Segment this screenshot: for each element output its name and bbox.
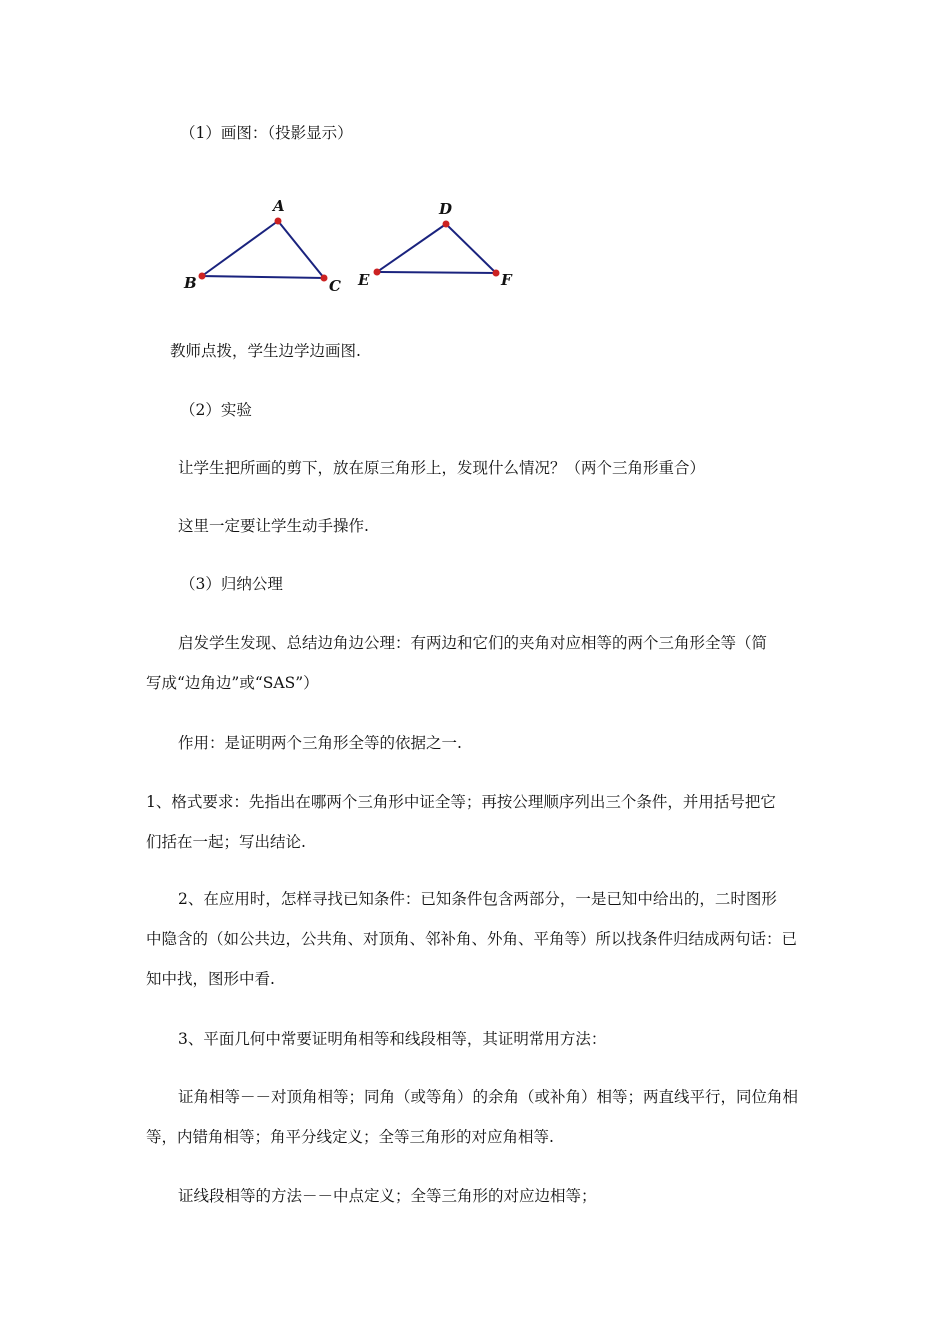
segment-methods-line1: 证线段相等的方法－－中点定义；全等三角形的对应边相等；	[178, 1187, 597, 1205]
triangle-def	[357, 200, 513, 289]
triangle-abc	[183, 197, 341, 295]
point2-line2: 中隐含的（如公共边，公共角、对顶角、邻补角、外角、平角等）所以找条件归结成两句话：已	[146, 930, 798, 948]
label-b: B	[184, 274, 197, 292]
draw-heading: （1）画图：（投影显示）	[180, 124, 353, 142]
angle-methods-line2: 等，内错角相等；角平分线定义；全等三角形的对应角相等.	[146, 1128, 554, 1146]
point-e	[374, 269, 381, 276]
experiment-heading: （2）实验	[180, 401, 252, 419]
point3-line1: 3、平面几何中常要证明角相等和线段相等，其证明常用方法：	[178, 1030, 607, 1048]
point1-line2: 们括在一起；写出结论.	[146, 833, 306, 851]
label-c: C	[329, 277, 341, 295]
experiment-note: 这里一定要让学生动手操作.	[178, 517, 369, 535]
point-d	[443, 221, 450, 228]
label-e: E	[358, 271, 370, 289]
point-a	[275, 218, 282, 225]
label-a: A	[273, 197, 285, 215]
label-d: D	[439, 200, 453, 218]
triangle-def-outline	[377, 224, 496, 273]
point-f	[493, 270, 500, 277]
usage-text: 作用：是证明两个三角形全等的依据之一.	[178, 734, 462, 752]
angle-methods-line1: 证角相等－－对顶角相等；同角（或等角）的余角（或补角）相等；两直线平行，同位角相	[178, 1088, 799, 1106]
point1-line1: 1、格式要求：先指出在哪两个三角形中证全等；再按公理顺序列出三个条件，并用括号把它	[146, 793, 776, 811]
triangle-figure	[170, 188, 530, 298]
point2-line1: 2、在应用时，怎样寻找已知条件：已知条件包含两部分，一是已知中给出的，二时图形	[178, 890, 777, 908]
axiom-text-line2: 写成“边角边”或“SAS”）	[146, 674, 319, 692]
teacher-note: 教师点拨，学生边学边画图.	[170, 342, 361, 360]
triangle-abc-outline	[202, 221, 324, 278]
point2-line3: 知中找，图形中看.	[146, 970, 275, 988]
point-c	[321, 275, 328, 282]
experiment-text: 让学生把所画的剪下，放在原三角形上，发现什么情况？（两个三角形重合）	[178, 459, 706, 477]
axiom-text-line1: 启发学生发现、总结边角边公理：有两边和它们的夹角对应相等的两个三角形全等（简	[178, 634, 768, 652]
label-f: F	[501, 271, 512, 289]
point-b	[199, 273, 206, 280]
axiom-heading: （3）归纳公理	[180, 575, 283, 593]
